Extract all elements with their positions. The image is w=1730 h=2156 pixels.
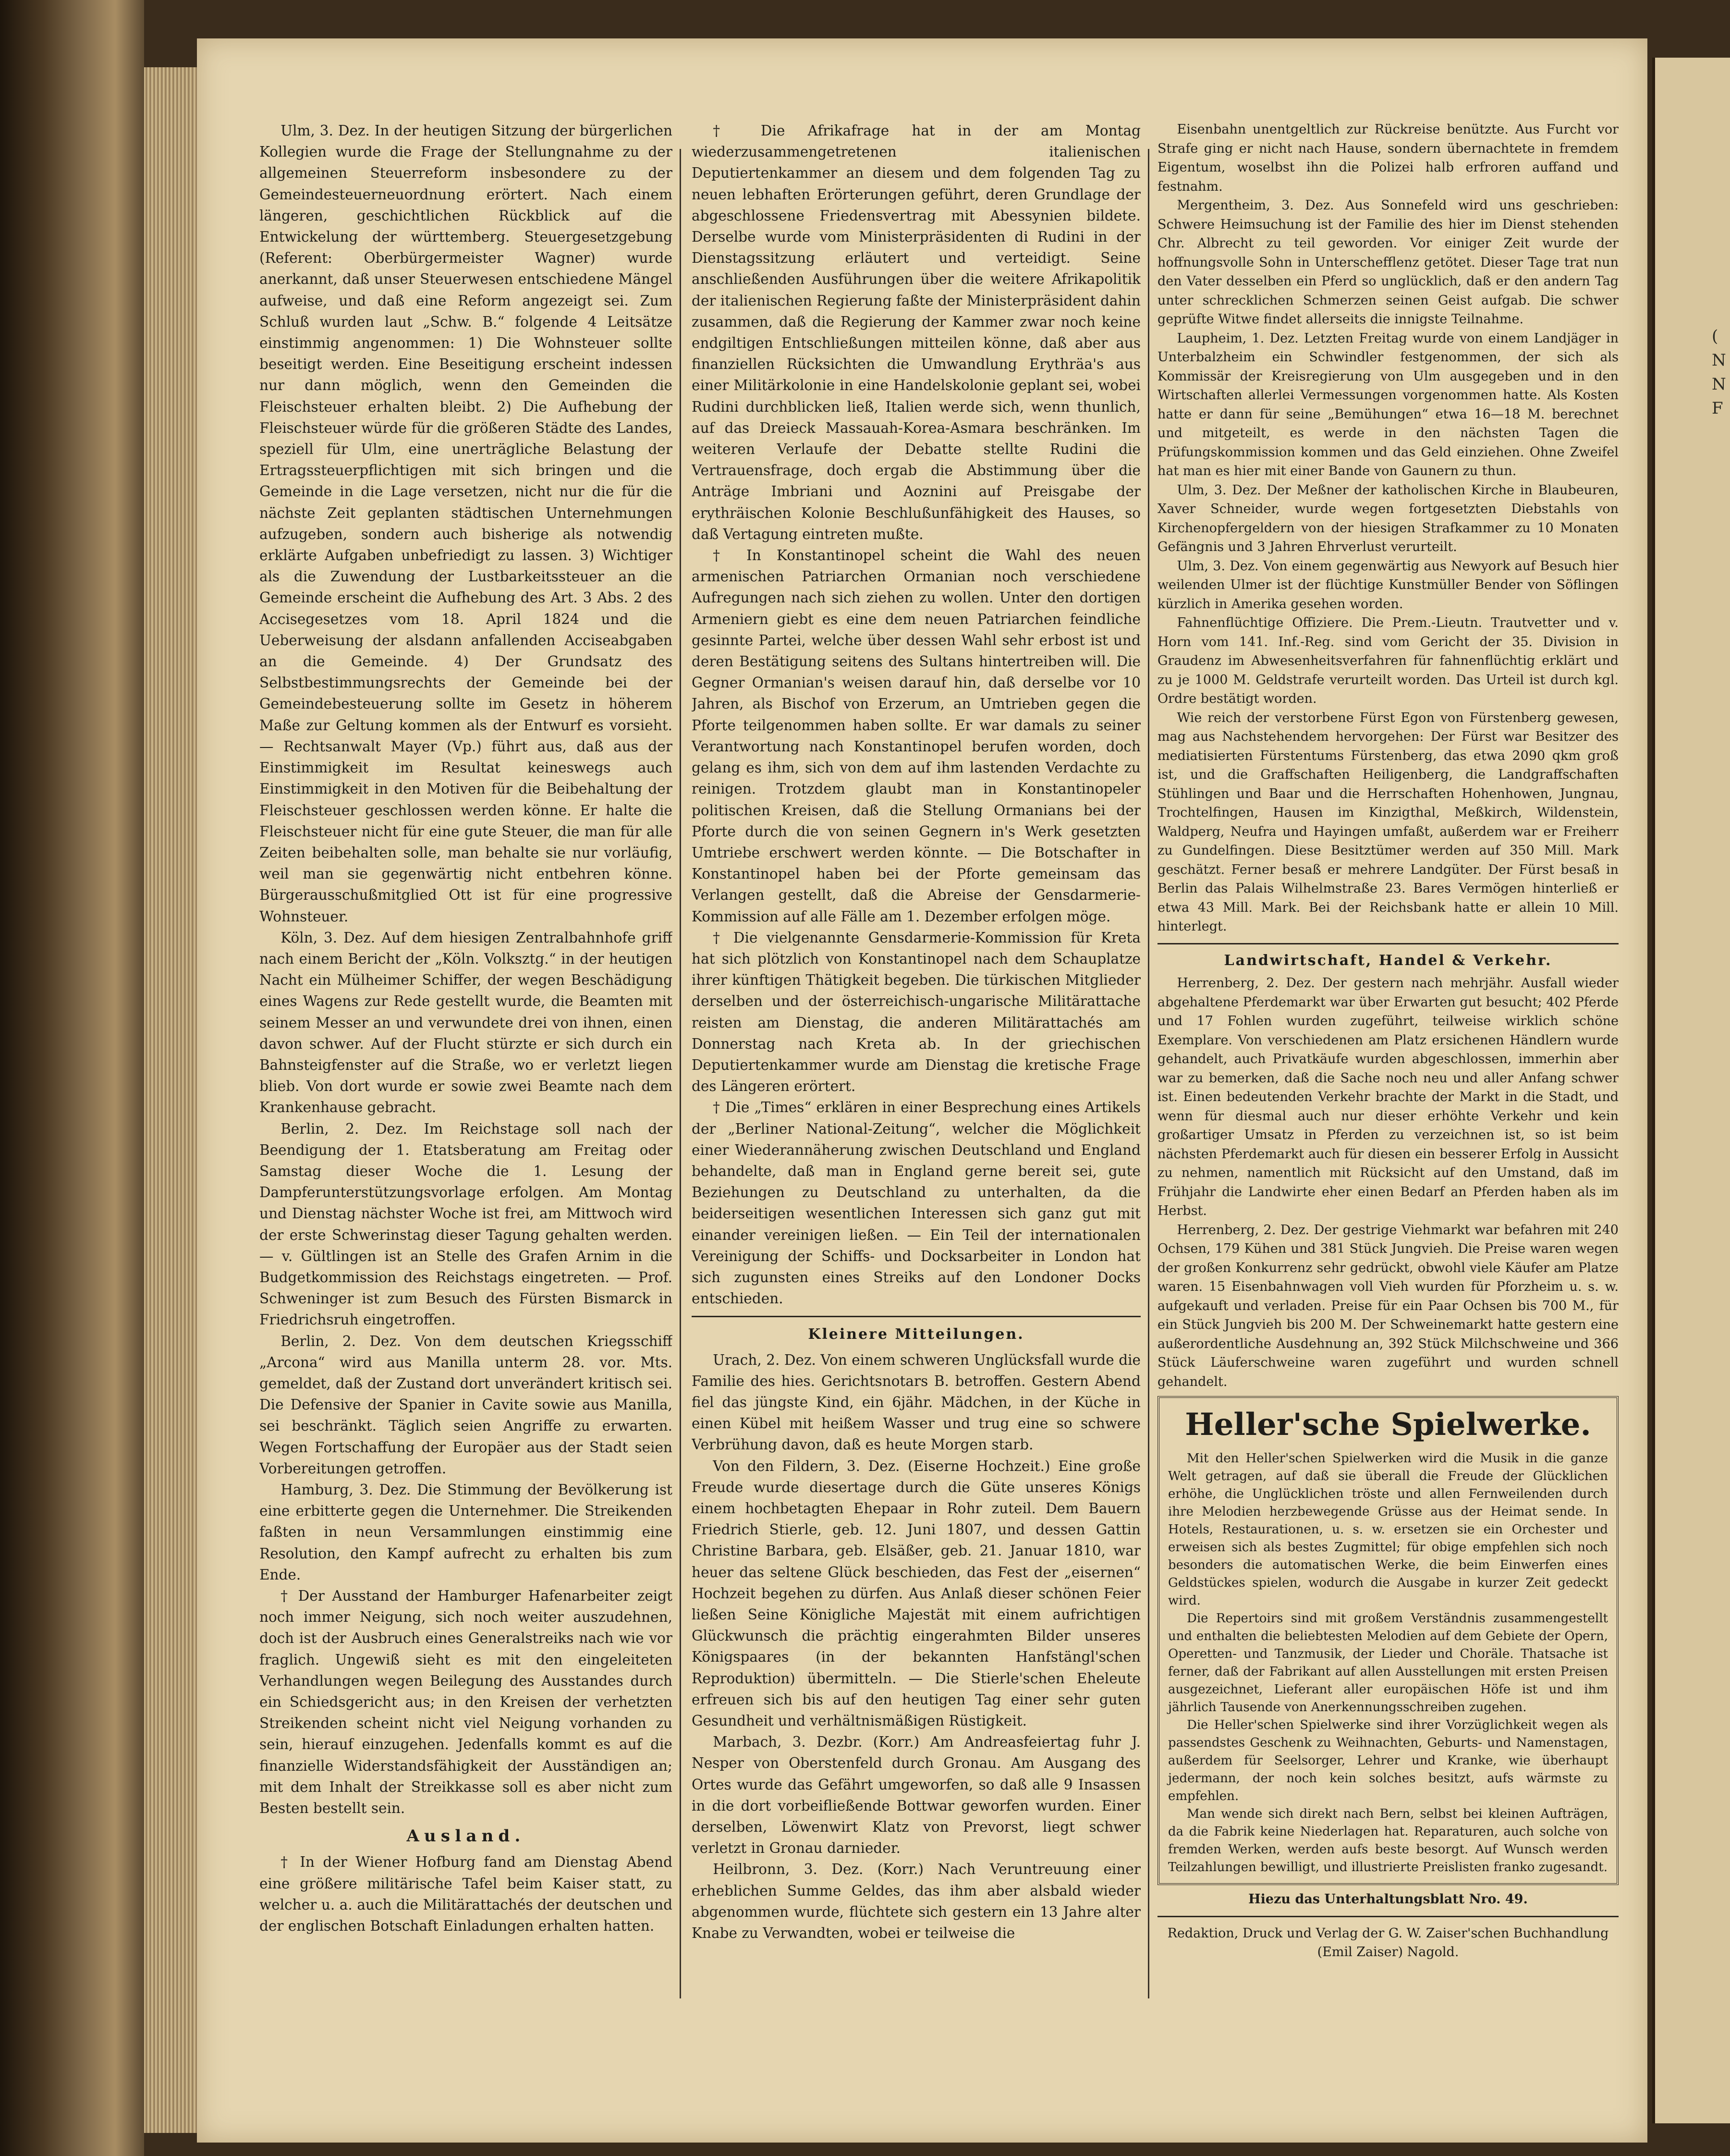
article-berlin-arcona: Berlin, 2. Dez. Von dem deutschen Kriegsschiff „Arcona“ wird aus Manilla unterm 28. vor. Mts. gemeldet, daß der Zustand dort unverändert kritisch sei. Die Defensive der Spanier in Cavite sowie aus Manilla, sei beschränkt. Täglich seien Angriffe zu erwarten. Wegen Fortschaffung der Europäer aus der Stadt seien Vorbereitungen getroffen.: [259, 1333, 672, 1477]
article-konstantinopel: † In Konstantinopel scheint die Wahl des neuen armenischen Patriarchen Ormanian noch verschiedene Aufregungen nach sich ziehen zu wollen. Unter den dortigen Armeniern giebt es eine dem neuen Patriarchen feindliche gesinnte Partei, welche über dessen Wahl sehr erbost ist und deren Bestätigung seitens des Sultans hintertreiben will. Die Gegner Ormanian's weisen darauf hin, daß derselbe vor 10 Jahren, als Bischof von Erzerum, an Umtrieben gegen die Pforte teilgenommen haben sollte. Er war damals zu seiner Verantwortung nach Konstantinopel berufen worden, doch gelang es ihm, sich von dem auf ihm lastenden Verdachte zu reinigen. Trotzdem glaubt man in Konstantinopeler politischen Kreisen, daß die Stellung Ormanians bei der Pforte durch die von seinen Gegnern in's Werk gesetzten Umtriebe erschwert werden könnte. — Die Botschafter in Konstantinopel haben bei der Pforte gemeinsam das Verlangen gestellt, daß die Abreise der Gensdarmerie-Kommission auf alle Fälle am 1. Dezember erfolgen möge.: [692, 547, 1141, 925]
article-laupheim: Laupheim, 1. Dez. Letzten Freitag wurde von einem Landjäger in Unterbalzheim ein Schwindler festgenommen, der sich als Kommissär der Kreisregierung von Ulm ausgegeben und in den Wirtschaften allerlei Vermessungen vorgenommen hatte. Als Kosten hatte er dann für seine „Bemühungen“ etwa 16—18 M. berechnet und mitgeteilt, es werde in den nächsten Tagen die Prüfungskommission kommen und das Geld einziehen. Ohne Zweifel hat man es hier mit einer Bande von Gaunern zu thun.: [1157, 331, 1619, 478]
article-hamburg: Hamburg, 3. Dez. Die Stimmung der Bevölkerung ist eine erbitterte gegen die Unternehmer. Die Streikenden faßten in neun Versammlungen einstimmig eine Resolution, den Kampf aufrecht zu erhalten bis zum Ende.: [259, 1482, 672, 1583]
advertisement-heller: [1157, 1396, 1619, 1885]
article-fuerst-egon: Wie reich der verstorbene Fürst Egon von Fürstenberg gewesen, mag aus Nachstehendem hervorgehen: Der Fürst war Besitzer des mediatisierten Fürstentums Fürstenberg, das etwa 2090 qkm groß ist, und die Graffschaften Heiligenberg, die Landgraffschaften Stühlingen und Baar und die Herrschaften Hohenhowen, Jungnau, Trochtelfingen, Hausen im Kinzigthal, Meßkirch, Wildenstein, Waldperg, Neufra und Hayingen umfaßt, außerdem war er Freiherr zu Gundelfingen. Diese Besitztümer werden auf 350 Mill. Mark geschätzt. Ferner besaß er mehrere Landgüter. Der Fürst besaß in Berlin das Palais Wilhelmstraße 23. Bares Vermögen hinterließ er etwa 43 Mill. Mark. Bei der Reichsbank hatte er allein 10 Mill. hinterlegt.: [1157, 710, 1619, 934]
column-rule: [1148, 149, 1149, 1998]
article-fahnenfluechtige: Fahnenflüchtige Offiziere. Die Prem.-Lieutn. Trautvetter und v. Horn vom 141. Inf.-Reg. sind vom Gericht der 35. Division in Graudenz im Abwesenheitsverfahren für fahnenflüchtig erklärt und zu je 1000 M. Geldstrafe verurteilt worden. Das Urteil ist durch kgl. Ordre bestätigt worden.: [1157, 615, 1619, 706]
article-wiener-hofburg: † In der Wiener Hofburg fand am Dienstag Abend eine größere militärische Tafel beim Kaiser statt, zu welcher u. a. auch die Militärattachés der deutschen und der englischen Botschaft Einladungen erhalten hatten.: [259, 1854, 672, 1935]
imprint: Redaktion, Druck und Verlag der G. W. Zaiser'schen Buchhandlung (Emil Zaiser) Nagold.: [1167, 1925, 1609, 1960]
article-heilbronn: Heilbronn, 3. Dez. (Korr.) Nach Veruntreuung einer erheblichen Summe Geldes, das ihm aber alsbald wieder abgenommen wurde, flüchtete sich gestern ein 13 Jahre alter Knabe zu Verwandten, wobei er teilweise die: [692, 1861, 1141, 1942]
article-afrikafrage: † Die Afrikafrage hat in der am Montag wiederzusammengetretenen italienischen Deputiertenkammer an diesem und dem folgenden Tag zu neuen lebhaften Erörterungen geführt, deren Grundlage der abgeschlossene Friedensvertrag mit Abessynien bildete. Derselbe wurde vom Ministerpräsidenten di Rudini in der Dienstagssitzung erläutert und verteidigt. Seine anschließenden Ausführungen über die weitere Afrikapolitik der italienischen Regierung faßte der Ministerpräsident dahin zusammen, daß die Regierung der Kammer zwar noch keine endgiltigen Entschließungen mitteilen könne, daß aber aus finanziellen Rücksichten die Umwandlung Erythräa's aus einer Militärkolonie in eine Handelskolonie geplant sei, wobei Rudini durchblicken ließ, Italien werde sich, wenn thunlich, auf das Dreieck Massauah-Korea-Asmara beschränken. Im weiteren Verlaufe der Debatte stellte Rudini die Vertrauensfrage, doch ergab die Abstimmung über die Anträge Imbriani und Aoznini auf Preisgabe der erythräischen Kolonie Beschlußunfähigkeit des Hauses, so daß Vertagung eintreten mußte.: [692, 122, 1141, 542]
column-3: [1157, 120, 1619, 2099]
newspaper-page: [197, 38, 1647, 2143]
column-1: [259, 120, 672, 2099]
supplement-notice: Hiezu das Unterhaltungsblatt Nro. 49.: [1248, 1892, 1528, 1907]
book-binding: [0, 0, 144, 2156]
article-ulm-newyork: Ulm, 3. Dez. Von einem gegenwärtig aus Newyork auf Besuch hier weilenden Ulmer ist der flüchtige Kunstmüller Bender von Söflingen kürzlich in Amerika gesehen worden.: [1157, 558, 1619, 612]
article-times: † Die „Times“ erklären in einer Besprechung eines Artikels der „Berliner National-Zeitung“, welcher die Möglichkeit einer Wiederannäherung zwischen Deutschland und England behandelte, daß man in England gerne bereit sei, gute Beziehungen zu Deutschland zu unterhalten, da die beiderseitigen wesentlichen Interessen sich ganz gut mit einander vereinigen ließen. — Ein Teil der internationalen Vereinigung der Schiffs- und Docksarbeiter in London hat sich zugunsten eines Streiks auf den Londoner Docks entschieden.: [692, 1099, 1141, 1307]
section-heading-kleinere-mitteilungen: Kleinere Mitteilungen.: [808, 1326, 1024, 1343]
article-ulm-messner: Ulm, 3. Dez. Der Meßner der katholischen Kirche in Blaubeuren, Xaver Schneider, wurde wegen fortgesetzten Diebstahls von Kirchenopfergeldern von der hiesigen Strafkammer zu 10 Monaten Gefängnis und 3 Jahren Ehrverlust verurteilt.: [1157, 482, 1619, 554]
article-berlin-reichstag: Berlin, 2. Dez. Im Reichstage soll nach der Beendigung der 1. Etatsberatung am Freitag oder Samstag dieser Woche die 1. Lesung der Dampferunterstützungsvorlage erfolgen. Am Montag und Dienstag nächster Woche ist frei, am Mittwoch wird der erste Schwerinstag dieser Tagung gehalten werden. — v. Gültlingen ist an Stelle des Grafen Arnim in die Budgetkommission des Reichstags eingetreten. — Prof. Schweninger ist zum Besuch des Fürsten Bismarck in Friedrichsruh eingetroffen.: [259, 1120, 672, 1328]
article-urach: Urach, 2. Dez. Von einem schweren Unglücksfall wurde die Familie des hies. Gerichtsnotars B. betroffen. Gestern Abend fiel das jüngste Kind, ein 6jähr. Mädchen, in der Küche in einen Kübel mit heißem Wasser und trug eine so schwere Verbrühung davon, daß es heute Morgen starb.: [692, 1351, 1141, 1453]
next-page-glyph: N: [1712, 351, 1726, 370]
ad-paragraph: Mit den Heller'schen Spielwerken wird die Musik in die ganze Welt getragen, auf daß sie überall die Freude der Glücklichen erhöhe, die Unglücklichen tröste und allen Fernweilenden durch ihre Melodien herzbewegende Grüsse aus der Heimat sende. In Hotels, Restaurationen, u. s. w. ersetzen sie ein Orchester und erweisen sich als bestes Zugmittel; für obige empfehlen sich noch besonders die automatischen Werke, die beim Einwerfen eines Geldstückes spielen, wodurch die Ausgabe in kurzer Zeit gedeckt wird.: [1168, 1451, 1608, 1608]
divider: [1157, 1916, 1619, 1917]
article-eisenbahn-continuation: Eisenbahn unentgeltlich zur Rückreise benützte. Aus Furcht vor Strafe ging er nicht nach Hause, sondern übernachtete in fremdem Eigentum, woselbst ihn die Polizei halb erfroren auffand und festnahm.: [1157, 122, 1619, 194]
article-hamburg-ausstand: † Der Ausstand der Hamburger Hafenarbeiter zeigt noch immer Neigung, sich noch weiter auszudehnen, doch ist der Ausbruch eines Generalstreiks nach wie vor fraglich. Ungewiß sieht es mit den eingeleiteten Verhandlungen wegen Beilegung des Ausstandes durch ein Schiedsgericht aus; in den Kreisen der verhetzten Streikenden scheint nicht viel Neigung vorhanden zu sein, hierauf einzugehen. Jedenfalls kommt es auf die finanzielle Widerstandsfähigkeit der Ausständigen an; mit dem Inhalt der Streikkasse soll es aber nicht zum Besten bestellt sein.: [259, 1588, 672, 1817]
ad-paragraph: Man wende sich direkt nach Bern, selbst bei kleinen Aufträgen, da die Fabrik keine Niederlagen hat. Reparaturen, auch solche von fremden Werken, werden aufs beste besorgt. Auf Wunsch werden Teilzahlungen bewilligt, und illustrierte Preislisten franko zugesandt.: [1168, 1807, 1608, 1874]
column-rule: [680, 149, 681, 1998]
next-page-glyph: (: [1712, 327, 1718, 346]
next-page-glyph: F: [1712, 399, 1723, 418]
next-page-edge: [1652, 58, 1730, 2123]
article-fildern: Von den Fildern, 3. Dez. (Eiserne Hochzeit.) Eine große Freude wurde diesertage durch die Güte unseres Königs einem hochbetagten Ehepaar in Rohr zuteil. Dem Bauern Friedrich Stierle, geb. 12. Juni 1807, und dessen Gattin Christine Barbara, geb. Elsäßer, geb. 21. Januar 1810, war heuer das seltene Glück beschieden, das Fest der „eisernen“ Hochzeit begehen zu dürfen. Aus Anlaß dieser schönen Feier ließen Seine Königliche Majestät mit einem aufrichtigen Glückwunsch die prächtig eingerahmten Bilder unseres Königspaares (in der bekannten Hanfstängl'schen Reproduktion) übermitteln. — Die Stierle'schen Eheleute erfreuen sich bis auf den heutigen Tag einer sehr guten Gesundheit und verhältnismäßigen Rüstigkeit.: [692, 1458, 1141, 1729]
article-herrenberg-viehmarkt: Herrenberg, 2. Dez. Der gestrige Viehmarkt war befahren mit 240 Ochsen, 179 Kühen und 381 Stück Jungvieh. Die Preise waren wegen der großen Konkurrenz sehr gedrückt, obwohl viele Käufer am Platze waren. 15 Eisenbahnwagen voll Vieh wurden für Pforzheim u. s. w. aufgekauft und verladen. Preise für ein Paar Ochsen bis 700 M., für ein Stück Jungvieh bis 200 M. Der Schweinemarkt hatte gestern eine außerordentliche Ausdehnung an, 392 Stück Milchschweine und 366 Stück Läuferschweine waren zugeführt und wurden schnell gehandelt.: [1157, 1222, 1619, 1389]
article-ulm-steuerreform: Ulm, 3. Dez. In der heutigen Sitzung der bürgerlichen Kollegien wurde die Frage der Stellungnahme zu der allgemeinen Steuerreform insbesondere zu der Gemeindesteuerneuordnung erörtert. Nach einem längeren, geschichtlichen Rückblick auf die Entwickelung der württemberg. Steuergesetzgebung (Referent: Oberbürgermeister Wagner) wurde anerkannt, daß unser Steuerwesen entschiedene Mängel aufweise, und daß eine Reform angezeigt sei. Zum Schluß wurden laut „Schw. B.“ folgende 4 Leitsätze einstimmig angenommen: 1) Die Wohnsteuer sollte beseitigt werden. Eine Beseitigung erscheint indessen nur dann möglich, wenn den Gemeinden die Fleischsteuer erhalten bleibt. 2) Die Aufhebung der Fleischsteuer würde für die größeren Städte des Landes, speziell für Ulm, eine unerträgliche Belastung der Ertragssteuerpflichtigen mit sich bringen und die Gemeinde in die Lage versetzen, nicht nur die für die nächste Zeit geplanten städtischen Unternehmungen aufzugeben, sondern auch bisherige als notwendig erklärte Aufgaben unbefriedigt zu lassen. 3) Wichtiger als die Zuwendung der Lustbarkeitssteuer an die Gemeinde erscheint die Aufhebung des Art. 3 Abs. 2 des Accisegesetzes vom 18. April 1824 und die Ueberweisung der alsdann anfallenden Acciseabgaben an die Gemeinde. 4) Der Grundsatz des Selbstbestimmungsrechts der Gemeinde bei der Gemeindebesteuerung sollte im Gesetz in höherem Maße zur Geltung kommen als der Entwurf es vorsieht. — Rechtsanwalt Mayer (Vp.) führt aus, daß aus der Einstimmigkeit im Resultat keineswegs auch Einstimmigkeit in den Motiven für die Beibehaltung der Fleischsteuer geschlossen werden könne. Er halte die Fleischsteuer nicht für eine gute Steuer, die man für alle Zeiten beibehalten solle, man behalte sie nur vorläufig, weil man sie gegenwärtig nicht entbehren könne. Bürgerausschußmitglied Ott ist für eine progressive Wohnsteuer.: [259, 122, 672, 925]
ad-paragraph: Die Heller'schen Spielwerke sind ihrer Vorzüglichkeit wegen als passendstes Geschenk zu Weihnachten, Geburts- und Namenstagen, außerdem für Seelsorger, Lehrer und Kranke, wie überhaupt jedermann, der noch kein solches besitzt, aufs wärmste zu empfehlen.: [1168, 1718, 1608, 1803]
ad-title: Heller'sche Spielwerke.: [1185, 1407, 1591, 1443]
article-koeln: Köln, 3. Dez. Auf dem hiesigen Zentralbahnhofe griff nach einem Bericht der „Köln. Volksztg.“ in der heutigen Nacht ein Mülheimer Schiffer, der wegen Beschädigung eines Wagens zur Rede gestellt wurde, die Beamten mit seinem Messer an und verwundete drei von ihnen, einen davon schwer. Auf der Flucht stürzte er sich durch ein Bahnsteigfenster auf die Straße, wo er verletzt liegen blieb. Von dort wurde er sowie zwei Beamte nach dem Krankenhause gebracht.: [259, 929, 672, 1116]
divider: [692, 1316, 1141, 1317]
divider: [1157, 943, 1619, 944]
section-heading-landwirtschaft: Landwirtschaft, Handel & Verkehr.: [1224, 952, 1552, 969]
next-page-glyph: N: [1712, 375, 1726, 394]
article-mergentheim: Mergentheim, 3. Dez. Aus Sonnefeld wird uns geschrieben: Schwere Heimsuchung ist der Familie des hier im Dienst stehenden Chr. Albrecht zu teil geworden. Vor einiger Zeit wurde der hoffnungsvolle Sohn in Unterschefflenz getötet. Dieser Tage trat nun den Vater desselben ein Pferd so unglücklich, daß er den andern Tag unter schrecklichen Schmerzen seinen Geist aufgab. Die schwer geprüfte Witwe findet allerseits die innigste Teilnahme.: [1157, 198, 1619, 327]
column-2: [692, 120, 1141, 2099]
article-herrenberg-pferdemarkt: Herrenberg, 2. Dez. Der gestern nach mehrjähr. Ausfall wieder abgehaltene Pferdemarkt war über Erwarten gut besucht; 402 Pferde und 17 Fohlen wurden zugeführt, teilweise wirklich schöne Exemplare. Von verschiedenen am Platz ersichenen Händlern wurde gehandelt, auch Privatkäufe wurden abgeschlossen, immerhin aber war zu bemerken, daß die Sache noch neu und aller Anfang schwer ist. Einen bedeutenden Verkehr brachte der Markt in die Stadt, und wenn für diesmal auch nur dieser erhöhte Verkehr und kein großartiger Umsatz in Pferden zu verzeichnen ist, so ist beim nächsten Pferdemarkt auch für diesen ein besserer Erfolg in Aussicht zu nehmen, namentlich mit Rücksicht auf den Umstand, daß im Frühjahr die Landwirte eher einen Bedarf an Pferden haben als im Herbst.: [1157, 976, 1619, 1218]
page-edges: [144, 67, 202, 2133]
article-gensdarmerie-kreta: † Die vielgenannte Gensdarmerie-Kommission für Kreta hat sich plötzlich von Konstantinopel nach dem Schauplatze ihrer künftigen Thätigkeit begeben. Die türkischen Mitglieder derselben und der österreichisch-ungarische Militärattache reisten am Dienstag, die anderen Militärattachés am Donnerstag nach Kreta ab. In der griechischen Deputiertenkammer wurde am Dienstag die kretische Frage des Längeren erörtert.: [692, 929, 1141, 1095]
section-heading-ausland: Ausland.: [406, 1826, 525, 1846]
article-marbach: Marbach, 3. Dezbr. (Korr.) Am Andreasfeiertag fuhr J. Nesper von Oberstenfeld durch Gronau. Am Ausgang des Ortes wurde das Gefährt umgeworfen, so daß alle 9 Insassen in die dort vorbeifließende Bottwar geworfen wurden. Einer derselben, Löwenwirt Klatz von Prevorst, liegt schwer verletzt in Gronau darnieder.: [692, 1734, 1141, 1857]
ad-paragraph: Die Repertoirs sind mit großem Verständnis zusammengestellt und enthalten die beliebtesten Melodien auf dem Gebiete der Opern, Operetten- und Tanzmusik, der Lieder und Choräle. Thatsache ist ferner, daß der Fabrikant auf allen Ausstellungen mit ersten Preisen ausgezeichnet, Lieferant aller europäischen Höfe ist und ihm jährlich Tausende von Anerkennungsschreiben zugehen.: [1168, 1611, 1608, 1715]
